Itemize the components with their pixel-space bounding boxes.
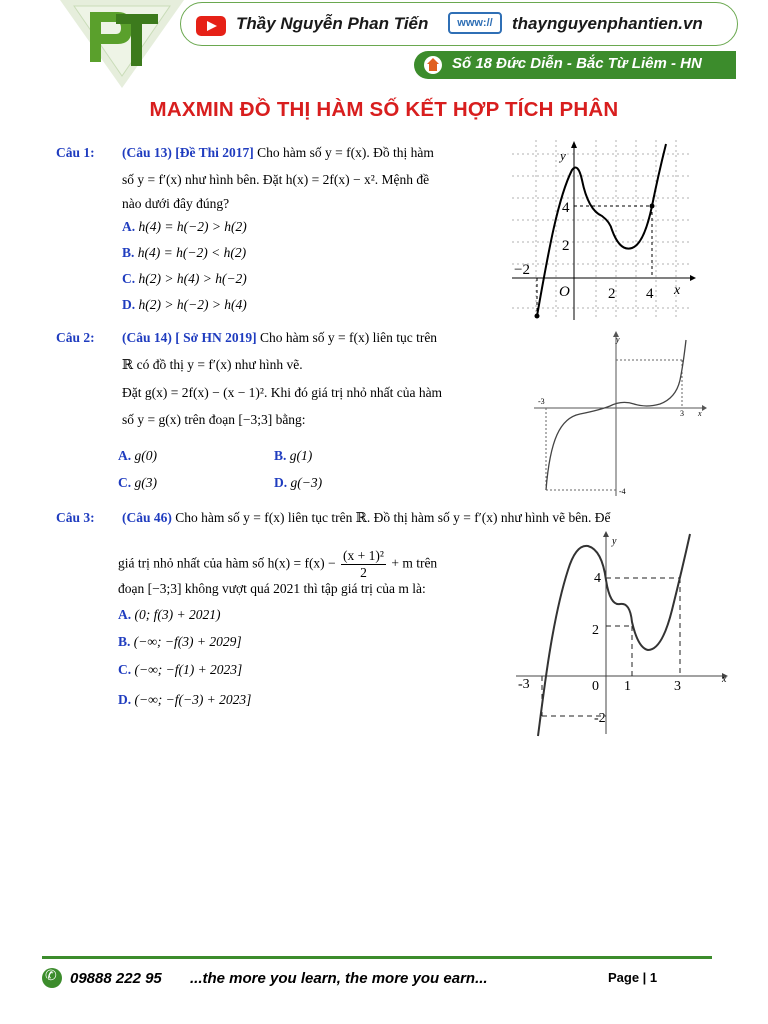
q3-graph-y-label: y xyxy=(612,536,617,547)
q1-graph-tick-x4: 4 xyxy=(646,286,654,302)
q2-option-c-text: g(3) xyxy=(134,475,157,490)
q2-option-d-label: D. xyxy=(274,475,288,490)
q3-source: (Câu 46) xyxy=(122,510,172,525)
q3-graph-tick-ym2: -2 xyxy=(594,711,606,726)
q3-option-a-label: A. xyxy=(118,607,132,622)
q2-option-c[interactable] xyxy=(118,475,157,491)
q2-line3: Đặt g(x) = 2f(x) − (x − 1)². Khi đó giá trị nhỏ nhất của hàm xyxy=(122,385,443,400)
q3-graph-tick-x3: 3 xyxy=(674,679,681,694)
q2-graph-y-label: y xyxy=(616,335,620,344)
q3-text2b: + m trên xyxy=(391,555,438,571)
q1-option-d[interactable] xyxy=(122,297,247,313)
q3-option-c[interactable] xyxy=(118,662,242,678)
q3-line2 xyxy=(118,548,437,581)
q1-line1 xyxy=(122,145,434,161)
q3-line3: đoạn [−3;3] không vượt quá 2021 thì tập giá trị của m là: xyxy=(118,581,426,596)
q2-option-b-label: B. xyxy=(274,448,287,463)
q1-source: (Câu 13) [Đề Thi 2017] xyxy=(122,145,254,160)
q1-option-d-text: h(2) > h(−2) > h(4) xyxy=(138,297,247,312)
q3-number: Câu 3: xyxy=(56,510,95,525)
q1-graph xyxy=(512,140,697,322)
footer-slogan: ...the more you learn, the more you earn... xyxy=(190,970,488,987)
q2-line1 xyxy=(122,330,437,346)
q2-option-a-label: A. xyxy=(118,448,132,463)
q1-graph-tick-y4: 4 xyxy=(562,200,570,216)
footer-divider xyxy=(42,956,712,959)
page-number: Page | 1 xyxy=(608,970,658,985)
q3-option-c-label: C. xyxy=(118,662,132,677)
q1-option-c-label: C. xyxy=(122,271,136,286)
q1-option-b[interactable] xyxy=(122,245,246,261)
q3-graph-tick-y4: 4 xyxy=(594,571,601,586)
q3-fraction-numerator: (x + 1)² xyxy=(343,548,384,563)
q1-option-d-label: D. xyxy=(122,297,136,312)
q1-graph-x-label: x xyxy=(674,283,681,298)
q3-graph-x-label: x xyxy=(722,674,727,685)
q3-graph-tick-y2: 2 xyxy=(592,623,599,638)
q3-option-a[interactable] xyxy=(118,607,220,623)
q1-text1: Cho hàm số y = f(x). Đồ thị hàm xyxy=(257,145,434,160)
q3-graph xyxy=(512,530,734,738)
q3-fraction-denominator: 2 xyxy=(360,565,367,580)
q1-option-c-text: h(2) > h(4) > h(−2) xyxy=(138,271,247,286)
q3-line1 xyxy=(122,510,611,526)
website-link[interactable]: thaynguyenphantien.vn xyxy=(512,14,703,33)
q2-number: Câu 2: xyxy=(56,330,95,345)
q2-option-d[interactable] xyxy=(274,475,322,491)
q2-option-c-label: C. xyxy=(118,475,132,490)
q3-text2a: giá trị nhỏ nhất của hàm số h(x) = f(x) − xyxy=(118,555,336,571)
q1-option-a[interactable] xyxy=(122,219,247,235)
q2-graph-x-label: x xyxy=(698,409,702,418)
q2-text1: Cho hàm số y = f(x) liên tục trên xyxy=(259,330,438,345)
q1-option-c[interactable] xyxy=(122,271,247,287)
q3-option-d-label: D. xyxy=(118,692,132,707)
q2-source: (Câu 14) [ Sở HN 2019] xyxy=(122,330,257,345)
address-text: Số 18 Đức Diễn - Bắc Từ Liêm - HN xyxy=(452,55,702,72)
q2-option-a[interactable] xyxy=(118,448,157,464)
q3-option-d[interactable] xyxy=(118,692,251,708)
q1-line3: nào dưới đây đúng? xyxy=(122,196,230,211)
phone-icon xyxy=(42,968,62,988)
q2-option-a-text: g(0) xyxy=(134,448,157,463)
q3-graph-tick-xm3: -3 xyxy=(518,677,530,692)
q3-option-c-text: (−∞; −f(1) + 2023] xyxy=(134,662,243,677)
q3-fraction xyxy=(341,548,386,581)
q2-line2: ℝ có đồ thị y = f′(x) như hình vẽ. xyxy=(122,357,303,372)
home-icon xyxy=(424,56,442,74)
page-title: MAXMIN ĐỒ THỊ HÀM SỐ KẾT HỢP TÍCH PHÂN xyxy=(149,98,619,121)
q3-option-b-label: B. xyxy=(118,634,131,649)
q3-option-b-text: (−∞; −f(3) + 2029] xyxy=(133,634,242,649)
q1-number: Câu 1: xyxy=(56,145,95,160)
q2-line4: số y = g(x) trên đoạn [−3;3] bằng: xyxy=(122,412,306,427)
q1-option-b-label: B. xyxy=(122,245,135,260)
q2-option-b[interactable] xyxy=(274,448,312,464)
author-name: Thầy Nguyễn Phan Tiến xyxy=(236,14,429,33)
q2-graph-tick-xm3: -3 xyxy=(538,397,545,406)
q2-graph xyxy=(530,330,708,500)
q3-option-a-text: (0; f(3) + 2021) xyxy=(134,607,221,622)
q2-graph-tick-ym4: -4 xyxy=(619,487,626,496)
q2-graph-tick-x3: 3 xyxy=(680,409,684,418)
q1-option-a-text: h(4) = h(−2) > h(2) xyxy=(138,219,247,234)
q1-graph-tick-xm2: −2 xyxy=(514,262,530,278)
q3-text1: Cho hàm số y = f(x) liên tục trên ℝ. Đồ thị hàm số y = f′(x) như hình vẽ bên. Để xyxy=(175,510,611,525)
youtube-icon[interactable] xyxy=(196,16,226,36)
q3-graph-origin: 0 xyxy=(592,679,599,694)
footer-phone[interactable]: 09888 222 95 xyxy=(70,970,162,987)
q3-option-d-text: (−∞; −f(−3) + 2023] xyxy=(134,692,252,707)
q1-graph-origin: O xyxy=(559,284,570,300)
q2-option-b-text: g(1) xyxy=(289,448,313,463)
pt-logo xyxy=(58,0,186,90)
q1-option-b-text: h(4) = h(−2) < h(2) xyxy=(137,245,247,260)
q3-option-b[interactable] xyxy=(118,634,242,650)
q1-graph-y-label: y xyxy=(560,148,566,163)
q2-option-d-text: g(−3) xyxy=(290,475,323,490)
q1-graph-tick-y2: 2 xyxy=(562,238,570,254)
q3-graph-tick-x1: 1 xyxy=(624,679,631,694)
q1-option-a-label: A. xyxy=(122,219,136,234)
q1-graph-tick-x2: 2 xyxy=(608,286,616,302)
www-icon: www:// xyxy=(448,12,502,34)
q1-line2: số y = f′(x) như hình bên. Đặt h(x) = 2f(x) − x². Mệnh đề xyxy=(122,172,430,187)
